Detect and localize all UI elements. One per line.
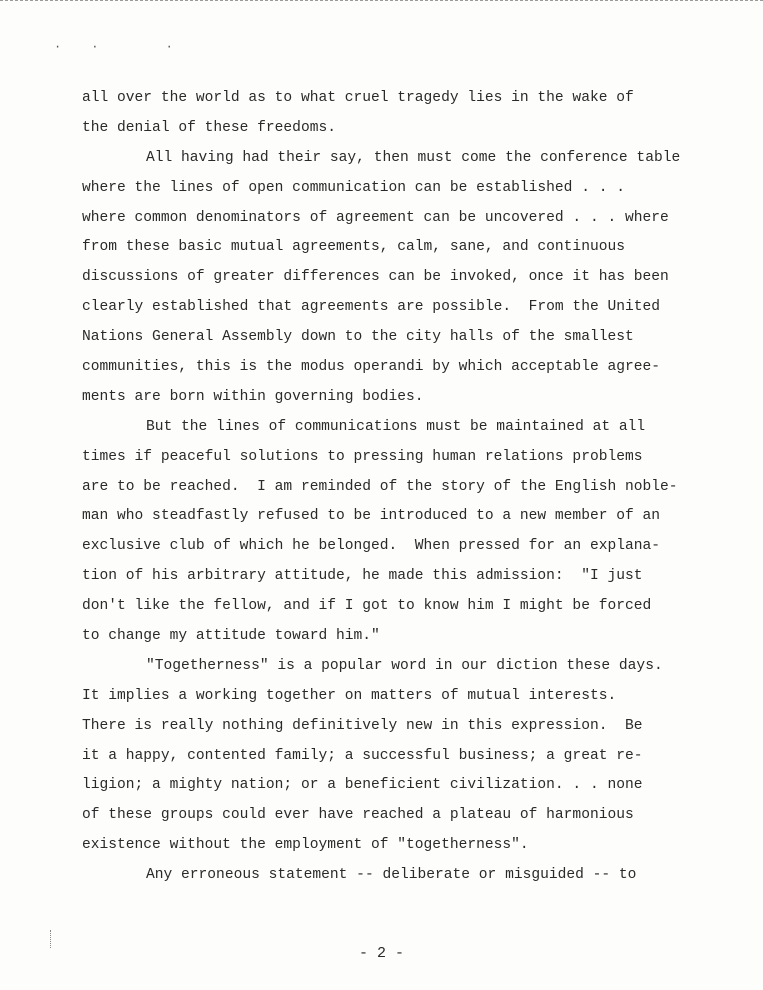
text-line: it a happy, contented family; a successful business; a great re- <box>82 747 643 764</box>
text-line: All having had their say, then must come the conference table <box>146 149 681 166</box>
text-line: Any erroneous statement -- deliberate or misguided -- to <box>146 867 637 884</box>
text-line: are to be reached. I am reminded of the story of the English noble- <box>82 478 678 495</box>
page-top-edge <box>0 0 763 1</box>
text-line: existence without the employment of "togetherness". <box>82 837 529 854</box>
text-line: communities, this is the modus operandi by which acceptable agree- <box>82 359 661 376</box>
text-line: ligion; a mighty nation; or a beneficient civilization. . . none <box>82 777 643 794</box>
text-line: all over the world as to what cruel tragedy lies in the wake of <box>82 90 634 106</box>
text-line: discussions of greater differences can be invoked, once it has been <box>82 269 669 286</box>
text-line: tion of his arbitrary attitude, he made this admission: "I just <box>82 568 643 585</box>
text-line: clearly established that agreements are possible. From the United <box>82 299 661 316</box>
text-line: where the lines of open communication can be established . . . <box>82 179 625 196</box>
text-line: times if peaceful solutions to pressing human relations problems <box>82 448 643 465</box>
text-line: man who steadfastly refused to be introduced to a new member of an <box>82 508 661 525</box>
text-line: There is really nothing definitively new in this expression. Be <box>82 717 643 734</box>
text-line: from these basic mutual agreements, calm, sane, and continuous <box>82 239 625 256</box>
text-line: It implies a working together on matters of mutual interests. <box>82 687 617 704</box>
text-line: But the lines of communications must be maintained at all <box>146 418 646 435</box>
text-line: Nations General Assembly down to the city halls of the smallest <box>82 329 634 346</box>
text-line: the denial of these freedoms. <box>82 119 336 136</box>
text-line: of these groups could ever have reached a plateau of harmonious <box>82 807 634 824</box>
text-line: to change my attitude toward him." <box>82 628 380 645</box>
margin-specks: ·· · <box>54 40 203 54</box>
text-line: where common denominators of agreement can be uncovered . . . where <box>82 209 669 226</box>
page-number: - 2 - <box>358 945 404 962</box>
text-line: ments are born within governing bodies. <box>82 388 424 405</box>
typed-page-body <box>82 84 722 891</box>
text-line: "Togetherness" is a popular word in our diction these days. <box>146 657 663 674</box>
text-line: don't like the fellow, and if I got to know him I might be forced <box>82 598 652 615</box>
text-line: exclusive club of which he belonged. When pressed for an explana- <box>82 538 661 555</box>
